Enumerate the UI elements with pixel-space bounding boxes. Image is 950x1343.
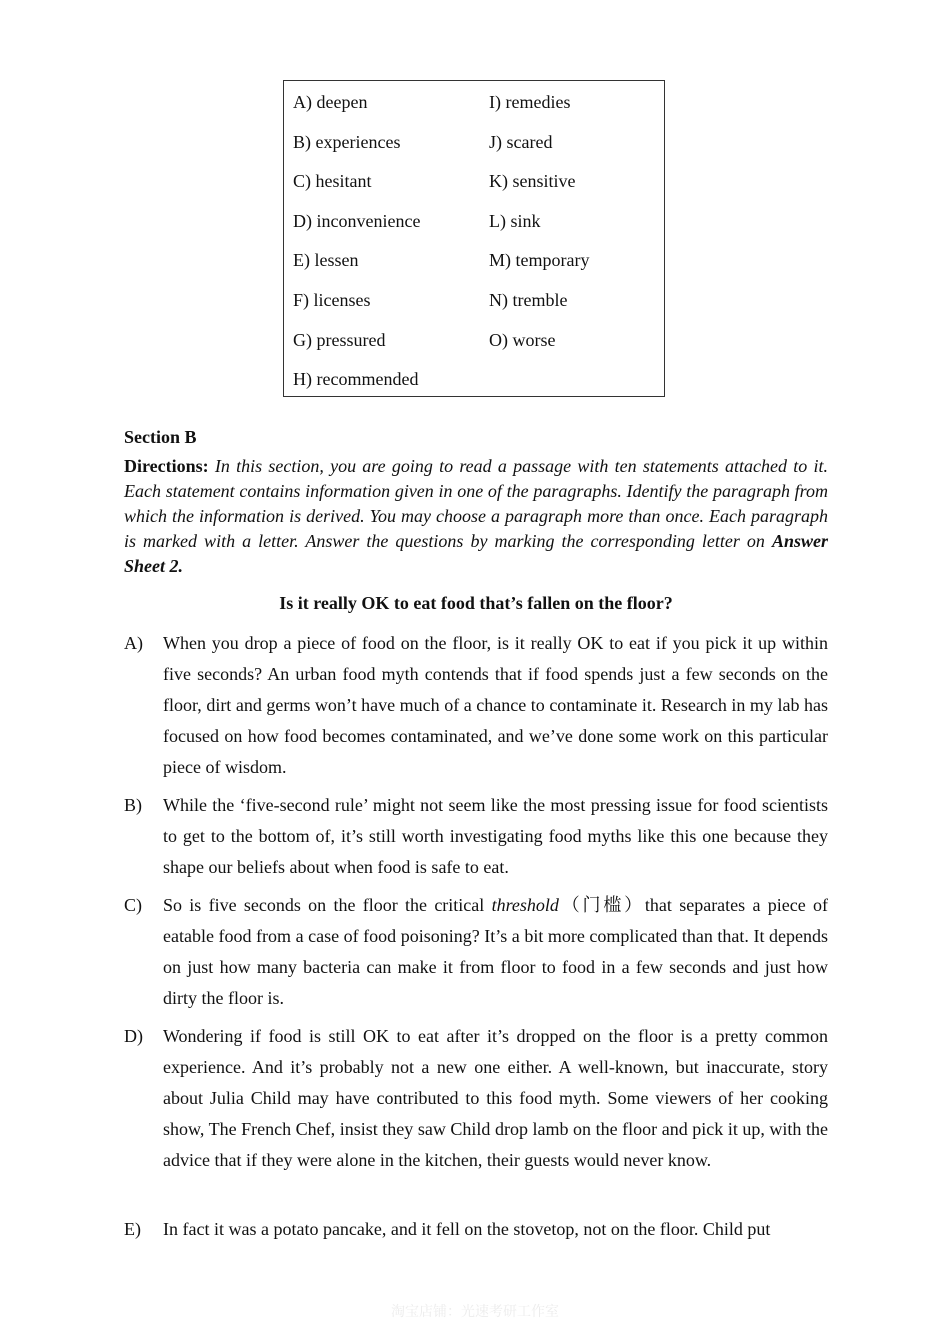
word-option: L) sink bbox=[489, 210, 541, 231]
paragraph-text: While the ‘five-second rule’ might not seem like the most pressing issue for food scientists to get to the bottom of, it’s still worth investigating food myths like this one because they shape our beliefs about when food is safe to eat. bbox=[163, 795, 828, 877]
section-title: Section B bbox=[124, 427, 197, 447]
word-option: D) inconvenience bbox=[293, 210, 421, 231]
word-option: E) lessen bbox=[293, 250, 359, 271]
passage-title: Is it really OK to eat food that’s fallen on the floor? bbox=[279, 593, 673, 613]
directions-text: In this section, you are going to read a passage with ten statements attached to it. Each statement contains information given in one of the paragraphs. Identify the paragraph from which the information is derived. You may choose a paragraph more than once. Each paragraph is marked with a letter. Answer the questions by marking the corresponding letter on bbox=[124, 456, 828, 551]
word-option: I) remedies bbox=[489, 92, 571, 112]
word-bank-left-column bbox=[293, 92, 420, 409]
word-option: J) scared bbox=[489, 131, 553, 152]
paragraph-letter: D) bbox=[124, 1026, 143, 1046]
word-option: F) licenses bbox=[293, 289, 371, 310]
word-option: G) pressured bbox=[293, 329, 386, 350]
paragraph-letter: B) bbox=[124, 795, 142, 815]
directions-label: Directions: bbox=[124, 456, 209, 476]
directions bbox=[124, 454, 828, 579]
paragraph-a bbox=[124, 628, 828, 783]
word-option: A) deepen bbox=[293, 92, 368, 112]
paragraph-c bbox=[124, 890, 828, 1014]
paragraph-e bbox=[124, 1214, 828, 1245]
word-option: K) sensitive bbox=[489, 171, 576, 192]
paragraph-text: When you drop a piece of food on the floor, is it really OK to eat if you pick it up within five seconds? An urban food myth contends that if food spends just a few seconds on the floor, dirt and germs won’t have much of a chance to contaminate it. Research in my lab has focused on how food becomes contaminated, and we’ve done some work on this particular piece of wisdom. bbox=[163, 633, 828, 777]
threshold-gloss: （门槛） bbox=[558, 895, 645, 915]
word-option: C) hesitant bbox=[293, 171, 372, 192]
paragraph-letter: C) bbox=[124, 895, 142, 915]
paragraph-text-after: that separates a piece of eatable food from a case of food poisoning? It’s a bit more complicated than that. It depends on just how many bacteria can make it from floor to food in a few seconds and just how dirty the floor is. bbox=[163, 895, 829, 1008]
word-bank-right-column bbox=[489, 92, 589, 369]
word-option: H) recommended bbox=[293, 369, 419, 390]
word-option: O) worse bbox=[489, 329, 556, 350]
word-option: N) tremble bbox=[489, 289, 568, 310]
paragraph-b bbox=[124, 790, 828, 883]
paragraph-text: In fact it was a potato pancake, and it fell on the stovetop, not on the floor. Child put bbox=[163, 1219, 771, 1239]
word-option: M) temporary bbox=[489, 250, 590, 271]
watermark: 淘宝店铺：光速考研工作室 bbox=[391, 1304, 559, 1320]
word-option: B) experiences bbox=[293, 131, 401, 152]
paragraph-letter: E) bbox=[124, 1219, 141, 1239]
answer-sheet-reference: Answer Sheet 2. bbox=[124, 531, 828, 576]
threshold-term: threshold bbox=[491, 895, 559, 915]
paragraph-text-before: So is five seconds on the floor the critical bbox=[163, 895, 485, 915]
paragraph-d bbox=[124, 1021, 828, 1176]
paragraph-text bbox=[163, 890, 828, 1014]
word-bank-box bbox=[283, 80, 665, 397]
paragraph-letter: A) bbox=[124, 633, 143, 653]
paragraph-text: Wondering if food is still OK to eat after it’s dropped on the floor is a pretty common experience. And it’s probably not a new one either. A well-known, but inaccurate, story about Julia Child may have contributed to this food myth. Some viewers of her cooking show, The French Chef, insist they saw Child drop lamb on the floor and pick it up, with the advice that if they were alone in the kitchen, their guests would never know. bbox=[163, 1026, 828, 1170]
